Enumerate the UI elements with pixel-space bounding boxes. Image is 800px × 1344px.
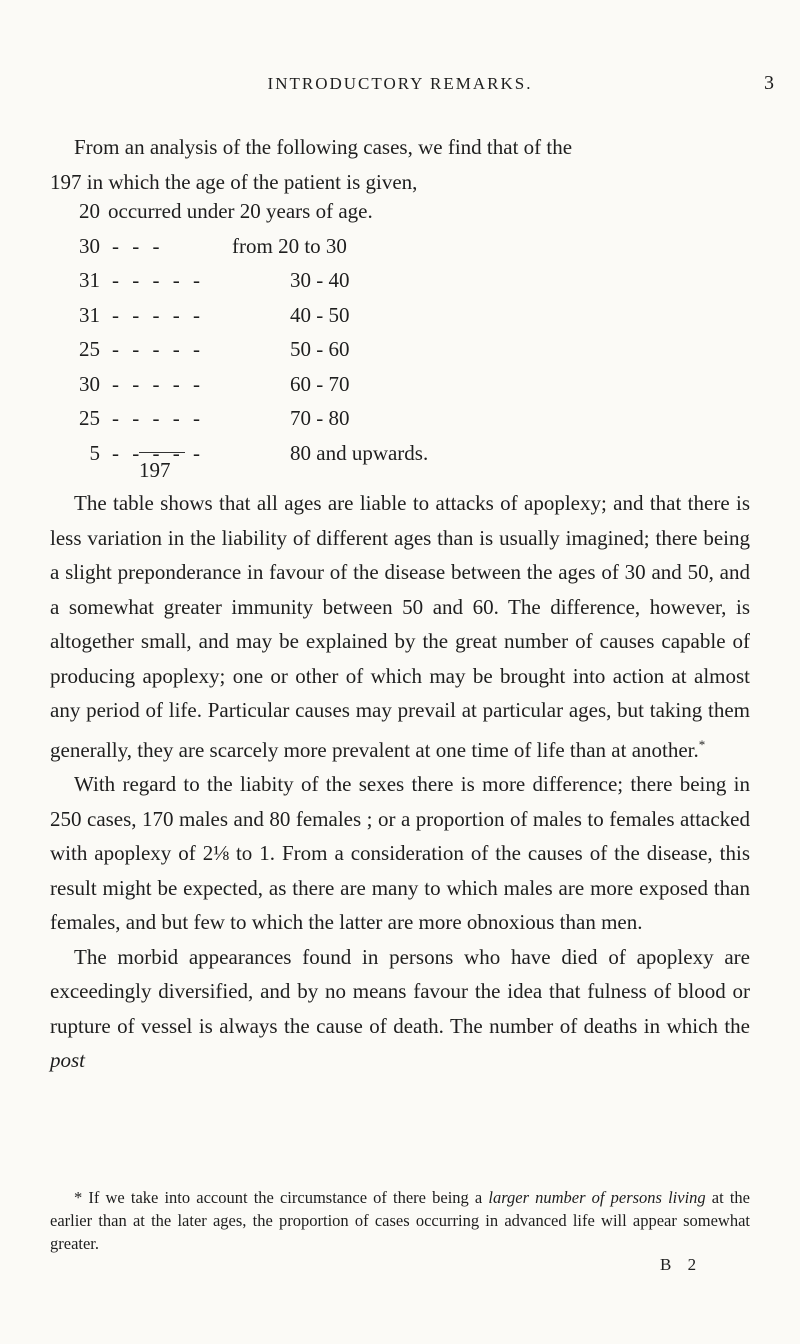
row-range: 80 and upwards. — [290, 440, 429, 465]
row-range: from 20 to 30 — [232, 233, 347, 258]
paragraph-2-text-a: With regard to the liabity of the sexes there is more difference; there being in 250 cases, 170 males and 80 females ; or a proportion of males to females attacked with apoplexy of 2 — [50, 772, 750, 865]
row-dashes: - - - - - — [112, 302, 204, 327]
intro-text — [50, 130, 750, 199]
row-count: 25 — [79, 406, 100, 430]
footnote — [50, 1186, 750, 1255]
paragraph-3 — [50, 940, 750, 1078]
table-total: 197 — [139, 458, 171, 482]
paragraph-2 — [50, 767, 750, 940]
row-count: 31 — [79, 268, 100, 292]
body-text — [50, 486, 750, 1078]
row-dashes: - - - — [112, 233, 164, 258]
paragraph-3-italic: post — [50, 1048, 86, 1072]
row-range: 70 - 80 — [290, 406, 350, 430]
row-count: 25 — [79, 337, 100, 361]
row-range: 50 - 60 — [290, 337, 350, 361]
paragraph-1-text: The table shows that all ages are liable to attacks of apoplexy; and that there is less variation in the liability of different ages than is usually imagined; there being a slight preponderance in favour of the disease between the ages of 30 and 50, and a somewhat greater immunity between 50 and 60. The difference, however, is altogether small, and may be explained by the great number of causes capable of producing apoplexy; one or other of which may be brought into action at almost any period of life. Particular causes may prevail at particular ages, but taking them generally, they are scarcely more prevalent at one time of life than at another. — [50, 491, 750, 762]
paragraph-3-text: The morbid appearances found in persons who have died of apoplexy are exceedingly diversified, and by no means favour the idea that fulness of blood or rupture of vessel is always the cause of death. The number of deaths in which the — [50, 944, 750, 1038]
row-dashes: - - - - - — [112, 406, 204, 430]
row-range: 60 - 70 — [290, 371, 350, 396]
row-count: 20 — [79, 199, 100, 223]
footnote-italic: larger number of persons living — [488, 1188, 706, 1207]
footnote-mark: * — [698, 736, 706, 752]
row-range: occurred under 20 years of age. — [108, 199, 373, 223]
row-dashes: - - - - - — [112, 371, 204, 396]
row-count: 5 — [89, 440, 100, 465]
fraction: ⅛ — [213, 841, 229, 865]
intro-line-1: From an analysis of the following cases, we find that of the — [74, 135, 573, 159]
signature-mark: B 2 — [660, 1255, 703, 1274]
row-count: 31 — [79, 302, 100, 327]
paragraph-1 — [50, 486, 750, 767]
row-dashes: - - - - - — [112, 268, 204, 292]
running-title: INTRODUCTORY REMARKS. — [267, 74, 533, 93]
total-rule — [139, 452, 185, 453]
footnote-a: * If we take into account the circumstance of there being a — [74, 1188, 489, 1207]
paragraph-2-text-b: to 1. From a consideration of the causes of the disease, this result might be expected, as there are many to which males are more exposed than females, and but few to which the latter are more obnoxious than men. — [50, 841, 750, 934]
row-dashes: - - - - - — [112, 337, 204, 361]
footnote-text — [50, 1186, 750, 1255]
row-dashes: - - - - - — [112, 440, 204, 465]
page-number: 3 — [764, 72, 774, 94]
row-count: 30 — [79, 233, 100, 258]
row-range: 30 - 40 — [290, 268, 350, 292]
row-count: 30 — [79, 371, 100, 396]
intro-line-2: 197 in which the age of the patient is given, — [50, 169, 418, 194]
footnote-b: at the earlier than at the later ages, the proportion of cases occurring in advanced life will appear somewhat greater. — [50, 1188, 750, 1253]
row-range: 40 - 50 — [290, 302, 350, 327]
